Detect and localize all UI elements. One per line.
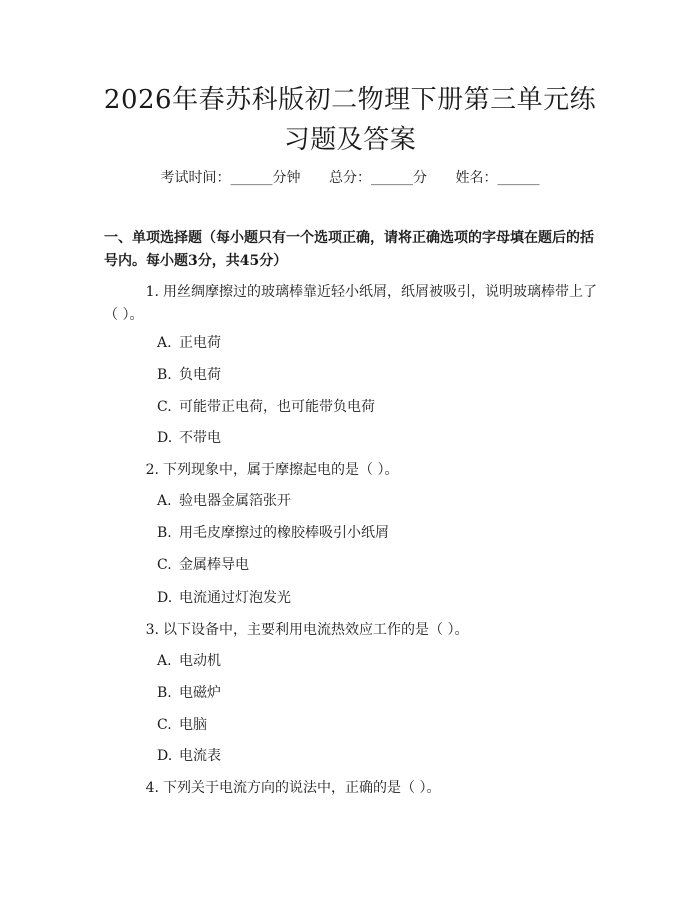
option-text: 不带电 <box>179 430 221 446</box>
exam-time-label: 考试时间：______分钟 <box>160 170 301 186</box>
option-text: 负电荷 <box>179 367 221 383</box>
option-text: 电流表 <box>179 748 221 764</box>
exam-meta <box>0 168 700 188</box>
question-1-option-c <box>157 397 375 417</box>
option-text: 验电器金属箔张开 <box>179 493 291 509</box>
option-text: 电流通过灯泡发光 <box>179 590 291 606</box>
question-2-option-a <box>157 491 291 511</box>
question-3 <box>104 619 600 642</box>
question-number: 3. <box>145 622 159 638</box>
section-heading: 一、单项选择题（每小题只有一个选项正确，请将正确选项的字母填在题后的括号内。每小题3分，共45分） <box>104 230 594 269</box>
option-letter: B. <box>157 367 172 383</box>
question-2-option-c <box>157 555 249 575</box>
question-1-option-a <box>157 333 221 353</box>
option-letter: D. <box>157 430 173 446</box>
question-2 <box>104 459 600 482</box>
option-letter: B. <box>157 525 172 541</box>
question-1 <box>104 281 600 327</box>
question-2-option-d <box>157 588 291 608</box>
question-text: 用丝绸摩擦过的玻璃棒靠近轻小纸屑，纸屑被吸引，说明玻璃棒带上了（ ）。 <box>104 284 597 323</box>
option-letter: D. <box>157 748 173 764</box>
option-letter: C. <box>157 717 172 733</box>
option-text: 正电荷 <box>179 335 221 351</box>
option-text: 可能带正电荷，也可能带负电荷 <box>179 399 375 415</box>
question-text: 以下设备中，主要利用电流热效应工作的是（ ）。 <box>163 622 469 638</box>
option-text: 用毛皮摩擦过的橡胶棒吸引小纸屑 <box>179 525 389 541</box>
question-text: 下列关于电流方向的说法中，正确的是（ ）。 <box>163 780 441 796</box>
question-3-option-b <box>157 683 221 703</box>
option-letter: A. <box>157 653 172 669</box>
question-number: 2. <box>145 462 159 478</box>
question-2-option-b <box>157 523 389 543</box>
question-4 <box>104 777 600 800</box>
option-letter: B. <box>157 685 172 701</box>
question-1-option-b <box>157 365 221 385</box>
option-text: 电脑 <box>179 717 207 733</box>
option-text: 电动机 <box>179 653 221 669</box>
option-text: 电磁炉 <box>179 685 221 701</box>
student-name-label: 姓名：______ <box>455 170 540 186</box>
document-title: 2026年春苏科版初二物理下册第三单元练习题及答案 <box>103 85 597 155</box>
option-letter: A. <box>157 493 172 509</box>
question-text: 下列现象中，属于摩擦起电的是（ ）。 <box>163 462 399 478</box>
option-letter: A. <box>157 335 172 351</box>
option-letter: D. <box>157 590 173 606</box>
question-number: 1. <box>145 284 159 300</box>
option-letter: C. <box>157 557 172 573</box>
option-text: 金属棒导电 <box>179 557 249 573</box>
exam-score-label: 总分：______分 <box>329 170 427 186</box>
question-3-option-c <box>157 715 207 735</box>
question-3-option-d <box>157 746 221 766</box>
question-1-option-d <box>157 428 221 448</box>
option-letter: C. <box>157 399 172 415</box>
question-3-option-a <box>157 651 221 671</box>
question-number: 4. <box>145 780 159 796</box>
